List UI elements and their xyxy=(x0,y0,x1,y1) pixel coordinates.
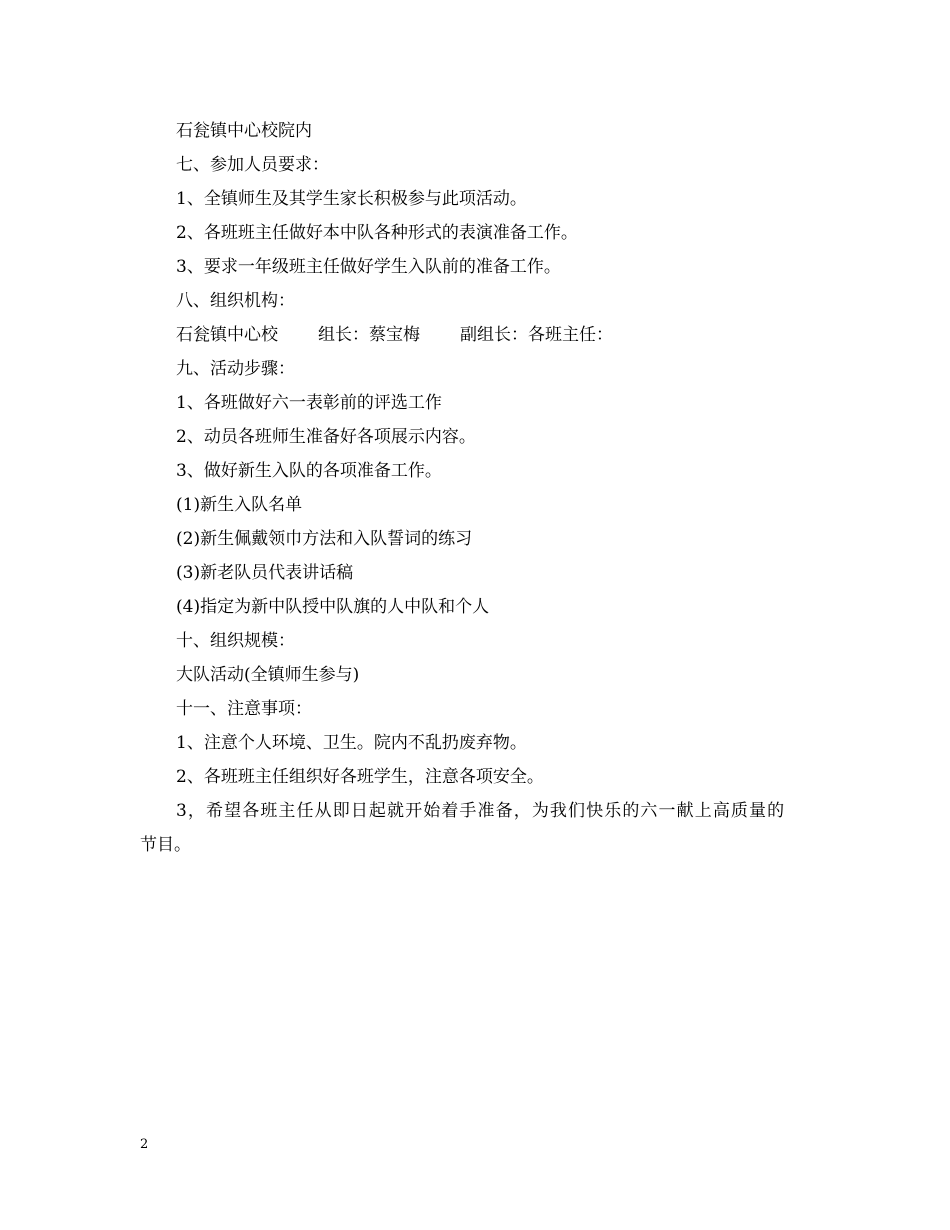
section-heading: 十一、注意事项： xyxy=(176,699,312,719)
text-line: 2、动员各班师生准备好各项展示内容。 xyxy=(176,427,476,447)
section-heading: 七、参加人员要求： xyxy=(176,155,329,175)
list-item: (4)指定为新中队授中队旗的人中队和个人 xyxy=(176,597,490,617)
list-item: (3)新老队员代表讲话稿 xyxy=(176,563,354,583)
org-row xyxy=(140,318,820,352)
final-paragraph-line: 节目。 xyxy=(140,835,191,855)
document-body xyxy=(140,114,820,862)
org-school: 石瓮镇中心校 xyxy=(176,325,278,345)
text-line: 2、各班班主任做好本中队各种形式的表演准备工作。 xyxy=(176,223,578,243)
text-line: 3、做好新生入队的各项准备工作。 xyxy=(176,461,442,481)
section-heading: 九、活动步骤： xyxy=(176,359,295,379)
text-line: 1、全镇师生及其学生家长积极参与此项活动。 xyxy=(176,189,527,209)
list-item: (2)新生佩戴领巾方法和入队誓词的练习 xyxy=(176,529,473,549)
section-heading: 八、组织机构： xyxy=(176,291,295,311)
text-line: 1、注意个人环境、卫生。院内不乱扔废弃物。 xyxy=(176,733,527,753)
text-line: 石瓮镇中心校院内 xyxy=(176,121,312,141)
org-leader: 组长：蔡宝梅 xyxy=(318,325,420,345)
text-line: 3、要求一年级班主任做好学生入队前的准备工作。 xyxy=(176,257,561,277)
section-heading: 十、组织规模： xyxy=(176,631,295,651)
page-number: 2 xyxy=(140,1137,149,1152)
org-deputy: 副组长：各班主任： xyxy=(460,325,613,345)
list-item: (1)新生入队名单 xyxy=(176,495,303,515)
text-line: 2、各班班主任组织好各班学生，注意各项安全。 xyxy=(176,767,544,787)
text-line: 大队活动(全镇师生参与) xyxy=(176,665,360,685)
text-line: 1、各班做好六一表彰前的评选工作 xyxy=(176,393,442,413)
final-paragraph-line: 3，希望各班主任从即日起就开始着手准备，为我们快乐的六一献上高质量的 xyxy=(176,801,786,821)
